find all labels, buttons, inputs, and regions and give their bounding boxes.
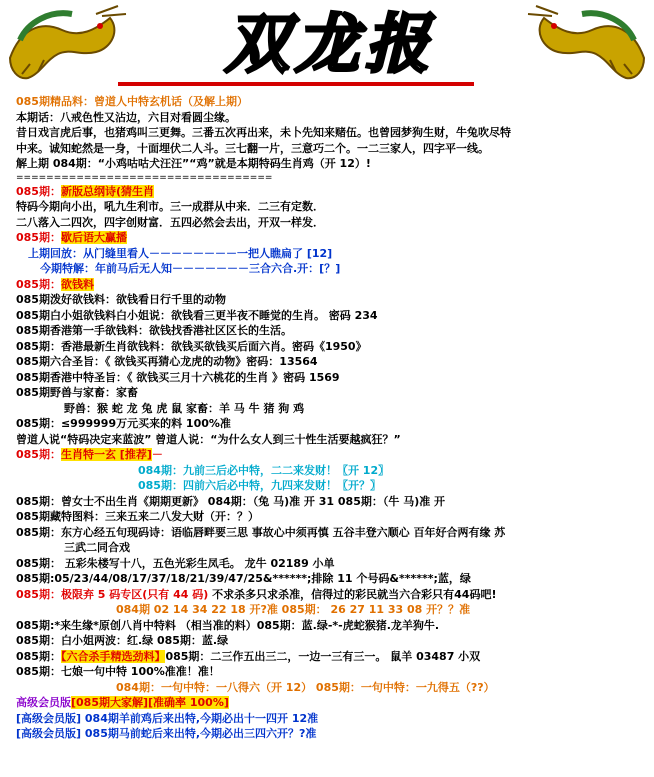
member-label: 高级会员版 xyxy=(16,696,71,709)
section-title: 歇后语大赢播 xyxy=(60,231,127,244)
section-title: [085期大家解][准确率 100%] xyxy=(71,696,229,709)
text-line: 085期香港中特圣旨：《 欲钱买三月十六桃花的生肖 》密码 1569 xyxy=(16,370,340,384)
text-line: 085期： 五彩朱楼写十八，五色光彩生凤毛。 龙牛 02189 小单 xyxy=(16,556,335,570)
text-line: 085期六合圣旨：《 欲钱买再猜心龙虎的动物》密码：13564 xyxy=(16,355,318,368)
heading-dash: － xyxy=(151,448,163,461)
issue-label: 085期： xyxy=(16,649,61,663)
issue-label: 085期： xyxy=(16,448,61,461)
text-line: 085期野兽与家畜：家畜 xyxy=(16,386,138,399)
text-line: 085期：白小姐两波：红.绿 085期：蓝.绿 xyxy=(16,634,229,647)
text-line: 085期:05/23/44/08/17/37/18/21/39/47/25&******;排除 11 个号码&******;蓝，绿 xyxy=(16,572,471,585)
text-line: 085期：七娘一句中特 100%准准！准！ xyxy=(16,665,220,678)
text-line: [高级会员版] 085期马前蛇后来出特,今期必出三四六开？?准 xyxy=(16,727,317,740)
kill-code-note: 不求杀多只求杀准，信得过的彩民就当六合彩只有44码吧! xyxy=(208,587,497,601)
right-dragon-icon xyxy=(528,6,644,78)
text-line: 084期：九前三后必中特，二二来发财！〖开 12〗 xyxy=(138,463,390,477)
text-line: [高级会员版] 084期羊前鸡后来出特,今期必出十一四开 12准 xyxy=(16,711,319,725)
text-line: 085期:*来生缘*原创八肖中特料 （相当准的料）085期：蓝.绿-*-虎蛇猴猪.龙羊狗牛. xyxy=(16,618,440,632)
issue-label: 085期： xyxy=(16,277,61,291)
text-line: 今期特解：年前马后无人知－－－－－－－三合六合.开：[？] xyxy=(40,262,341,275)
text-line: 085期白小姐欲钱料白小姐说：欲钱看三更半夜不睡觉的生肖。 密码 234 xyxy=(16,308,378,322)
text-line: 昔日戏言虎后事，也猪鸡叫三更舞。三番五次再出来，未卜先知来赌伍。也曾园梦狗生财，牛兔吹尽特 xyxy=(16,126,511,139)
title-underline xyxy=(118,82,474,86)
section-heading xyxy=(16,230,646,246)
section-heading xyxy=(16,184,646,200)
section-title: 新版总纲诗(猜生肖 xyxy=(60,184,154,198)
section-title: 【六合杀手精选劲料】 xyxy=(60,649,166,663)
text-line: 084期：一句中特：一八得六（开 12） 085期：一句中特：一九得五（??） xyxy=(116,680,495,694)
text-line xyxy=(16,649,646,665)
text-line: 085期：东方心经五句现码诗：语临唇畔要三思 事故心中须再慎 五谷丰登六顺心 百年好合两有缘 苏 xyxy=(16,525,506,539)
text-line: 解上期 084期：“小鸡咕咕犬汪汪”“鸡”就是本期特码生肖鸡（开 12）! xyxy=(16,157,371,170)
issue-label: 085期： xyxy=(16,587,61,601)
text-line: 特码今期向小出，吼九生利市。三一成群从中来．二三有定数． xyxy=(16,200,324,213)
text-line: 085期泼好欲钱料：欲钱看日行千里的动物 xyxy=(16,293,226,306)
section-title: 极限弃 5 码专区(只有 44 码) xyxy=(60,587,209,601)
section-title: 欲钱料 xyxy=(60,277,94,291)
article-body xyxy=(16,94,646,742)
left-dragon-icon xyxy=(10,6,126,78)
text-line: 上期回放：从门缝里看人－－－－－－－－一把人瞧扁了 [12] xyxy=(28,246,333,260)
text-line: 085期藏特图料：三来五来二八发大财（开：？） xyxy=(16,510,259,523)
divider: ================================== xyxy=(16,172,273,183)
text-line: 曾道人说“特码决定来蓝波” 曾道人说：“为什么女人到三十性生活要越疯狂？” xyxy=(16,432,401,446)
text-line: 085期香港第一手欲钱料：欲钱找香港社区区长的生活。 xyxy=(16,324,292,337)
section-heading xyxy=(16,447,646,463)
text-line: 中来。诚知蛇然是一身，十面埋伏二人斗。三七翻一片，三意巧二个。一二三家人，四字平一线。 xyxy=(16,141,489,155)
page-title: 双龙报 xyxy=(225,7,435,82)
kill-code-line xyxy=(16,587,646,603)
text-line: 本期话：八戒色性又沾边，六目对看圆尘缘。 xyxy=(16,110,236,124)
text-line: 二八落入二四次，四字创财富．五四必然会去出，开双一样发． xyxy=(16,215,324,229)
masthead xyxy=(0,0,654,92)
issue-label: 085期： xyxy=(16,231,61,244)
section-heading xyxy=(16,695,646,711)
text-line: 085期：四前六后必中特，九四来发财！〖开？〗 xyxy=(138,479,381,492)
text-line: 野兽：猴 蛇 龙 兔 虎 鼠 家畜：羊 马 牛 猪 狗 鸡 xyxy=(64,401,305,415)
text-line: 三武二同合戏 xyxy=(64,541,130,554)
section-heading xyxy=(16,277,646,293)
text-line: 085期：≤999999万元买来的料 100%准 xyxy=(16,417,231,430)
section-title: 生肖特一玄 [推荐] xyxy=(60,448,152,461)
section-heading: 085期精品料：曾道人中特玄机话（及解上期） xyxy=(16,95,248,108)
text-line: 085期：曾女士不出生肖《期期更新》 084期：（兔 马)准 开 31 085期：（牛 马)准 开 xyxy=(16,494,446,508)
text-line: 085期：香港最新生肖欲钱料：欲钱买欲钱买后面六肖。密码《1950》 xyxy=(16,339,367,353)
issue-label: 085期： xyxy=(16,184,61,198)
text-line: 084期 02 14 34 22 18 开?准 085期： 26 27 11 33 08 开？？准 xyxy=(116,603,471,616)
line-text: 085期：二三作五出三二，一边一三有三一。 鼠羊 03487 小双 xyxy=(165,649,481,663)
